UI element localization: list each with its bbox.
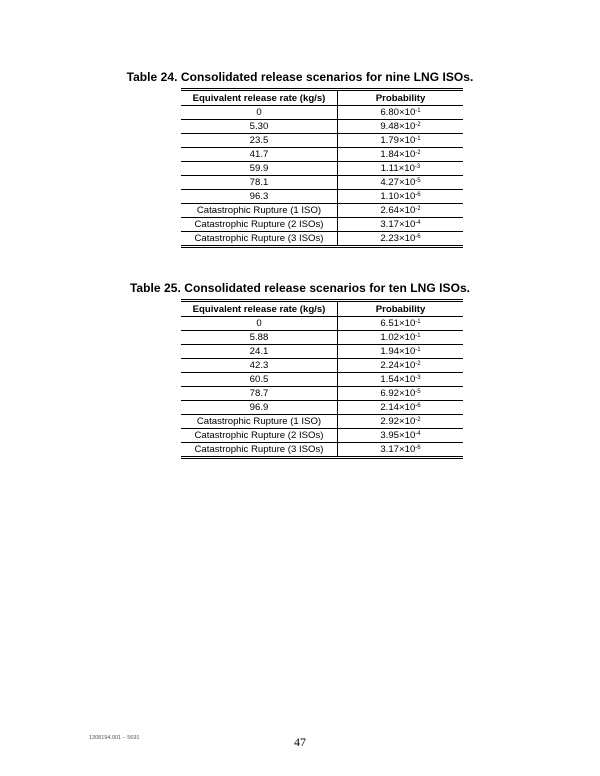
probability-mantissa: 3.95×10 bbox=[380, 430, 416, 441]
probability-cell bbox=[338, 176, 464, 190]
probability-mantissa: 2.92×10 bbox=[380, 416, 416, 427]
table-row bbox=[181, 415, 463, 429]
table-row bbox=[181, 190, 463, 204]
probability-mantissa: 2.23×10 bbox=[380, 233, 416, 244]
table-row bbox=[181, 204, 463, 218]
release-rate-cell: Catastrophic Rupture (2 ISOs) bbox=[181, 218, 338, 232]
table-row bbox=[181, 443, 463, 458]
probability-cell bbox=[338, 204, 464, 218]
probability-cell bbox=[338, 218, 464, 232]
probability-exponent: -2 bbox=[415, 122, 421, 128]
table-row bbox=[181, 148, 463, 162]
release-rate-cell: 42.3 bbox=[181, 359, 338, 373]
probability-exponent: -4 bbox=[415, 220, 421, 226]
column-header-release-rate: Equivalent release rate (kg/s) bbox=[181, 301, 338, 317]
probability-mantissa: 1.94×10 bbox=[380, 346, 416, 357]
release-rate-cell: 59.9 bbox=[181, 162, 338, 176]
release-rate-cell: 24.1 bbox=[181, 345, 338, 359]
table-24 bbox=[181, 88, 463, 248]
release-rate-cell: Catastrophic Rupture (2 ISOs) bbox=[181, 429, 338, 443]
table-row bbox=[181, 317, 463, 331]
probability-cell bbox=[338, 134, 464, 148]
probability-mantissa: 2.64×10 bbox=[380, 205, 416, 216]
release-rate-cell: 96.3 bbox=[181, 190, 338, 204]
table-25 bbox=[181, 299, 463, 459]
release-rate-cell: Catastrophic Rupture (1 ISO) bbox=[181, 204, 338, 218]
probability-cell bbox=[338, 373, 464, 387]
release-rate-cell: Catastrophic Rupture (3 ISOs) bbox=[181, 232, 338, 247]
table-row bbox=[181, 106, 463, 120]
probability-exponent: -1 bbox=[415, 347, 421, 353]
table-row bbox=[181, 134, 463, 148]
probability-mantissa: 9.48×10 bbox=[380, 121, 416, 132]
table-row bbox=[181, 176, 463, 190]
probability-mantissa: 6.92×10 bbox=[380, 388, 416, 399]
release-rate-cell: 41.7 bbox=[181, 148, 338, 162]
probability-exponent: -5 bbox=[415, 389, 421, 395]
probability-cell bbox=[338, 106, 464, 120]
probability-cell bbox=[338, 401, 464, 415]
table-row bbox=[181, 401, 463, 415]
probability-cell bbox=[338, 331, 464, 345]
probability-cell bbox=[338, 345, 464, 359]
probability-exponent: -6 bbox=[415, 234, 421, 240]
probability-exponent: -1 bbox=[415, 108, 421, 114]
column-header-release-rate: Equivalent release rate (kg/s) bbox=[181, 90, 338, 106]
probability-exponent: -6 bbox=[415, 445, 421, 451]
probability-exponent: -2 bbox=[415, 361, 421, 367]
document-id: 1308194.001 – 5691 bbox=[89, 735, 140, 741]
column-header-probability: Probability bbox=[338, 301, 464, 317]
probability-exponent: -5 bbox=[415, 178, 421, 184]
probability-cell bbox=[338, 359, 464, 373]
probability-cell bbox=[338, 429, 464, 443]
probability-exponent: -4 bbox=[415, 431, 421, 437]
release-rate-cell: 0 bbox=[181, 106, 338, 120]
probability-mantissa: 4.27×10 bbox=[380, 177, 416, 188]
release-rate-cell: 96.9 bbox=[181, 401, 338, 415]
probability-cell bbox=[338, 148, 464, 162]
release-rate-cell: 5.88 bbox=[181, 331, 338, 345]
table-24-caption: Table 24. Consolidated release scenarios for nine LNG ISOs. bbox=[126, 70, 474, 84]
release-rate-cell: 78.7 bbox=[181, 387, 338, 401]
probability-cell bbox=[338, 232, 464, 247]
probability-cell bbox=[338, 415, 464, 429]
probability-cell bbox=[338, 387, 464, 401]
probability-mantissa: 2.24×10 bbox=[380, 360, 416, 371]
probability-exponent: -2 bbox=[415, 417, 421, 423]
probability-mantissa: 1.84×10 bbox=[380, 149, 416, 160]
probability-mantissa: 1.10×10 bbox=[380, 191, 416, 202]
probability-mantissa: 3.17×10 bbox=[380, 219, 416, 230]
release-rate-cell: 23.5 bbox=[181, 134, 338, 148]
table-row bbox=[181, 387, 463, 401]
release-rate-cell: Catastrophic Rupture (1 ISO) bbox=[181, 415, 338, 429]
probability-cell bbox=[338, 162, 464, 176]
table-row bbox=[181, 120, 463, 134]
table-row bbox=[181, 162, 463, 176]
table-row bbox=[181, 218, 463, 232]
probability-mantissa: 6.51×10 bbox=[380, 318, 416, 329]
probability-exponent: -1 bbox=[415, 333, 421, 339]
table-25-caption: Table 25. Consolidated release scenarios for ten LNG ISOs. bbox=[129, 281, 471, 295]
probability-exponent: -6 bbox=[415, 192, 421, 198]
release-rate-cell: 60.5 bbox=[181, 373, 338, 387]
release-rate-cell: Catastrophic Rupture (3 ISOs) bbox=[181, 443, 338, 458]
probability-exponent: -2 bbox=[415, 150, 421, 156]
probability-mantissa: 3.17×10 bbox=[380, 444, 416, 455]
release-rate-cell: 78.1 bbox=[181, 176, 338, 190]
table-row bbox=[181, 331, 463, 345]
probability-exponent: -6 bbox=[415, 403, 421, 409]
probability-exponent: -3 bbox=[415, 375, 421, 381]
probability-exponent: -2 bbox=[415, 206, 421, 212]
probability-mantissa: 1.02×10 bbox=[380, 332, 416, 343]
probability-exponent: -3 bbox=[414, 164, 421, 170]
probability-mantissa: 1.79×10 bbox=[380, 135, 416, 146]
probability-mantissa: 1.11×10 bbox=[380, 163, 415, 174]
probability-mantissa: 1.54×10 bbox=[380, 374, 416, 385]
probability-cell bbox=[338, 190, 464, 204]
column-header-probability: Probability bbox=[338, 90, 464, 106]
probability-cell bbox=[338, 317, 464, 331]
probability-cell bbox=[338, 443, 464, 458]
probability-mantissa: 2.14×10 bbox=[380, 402, 416, 413]
page-number: 47 bbox=[294, 735, 306, 749]
probability-exponent: -1 bbox=[415, 136, 421, 142]
table-row bbox=[181, 232, 463, 247]
probability-cell bbox=[338, 120, 464, 134]
table-row bbox=[181, 359, 463, 373]
table-row bbox=[181, 373, 463, 387]
table-row bbox=[181, 345, 463, 359]
table-row bbox=[181, 429, 463, 443]
release-rate-cell: 0 bbox=[181, 317, 338, 331]
probability-exponent: -1 bbox=[415, 319, 421, 325]
release-rate-cell: 5.30 bbox=[181, 120, 338, 134]
probability-mantissa: 6.80×10 bbox=[380, 107, 416, 118]
